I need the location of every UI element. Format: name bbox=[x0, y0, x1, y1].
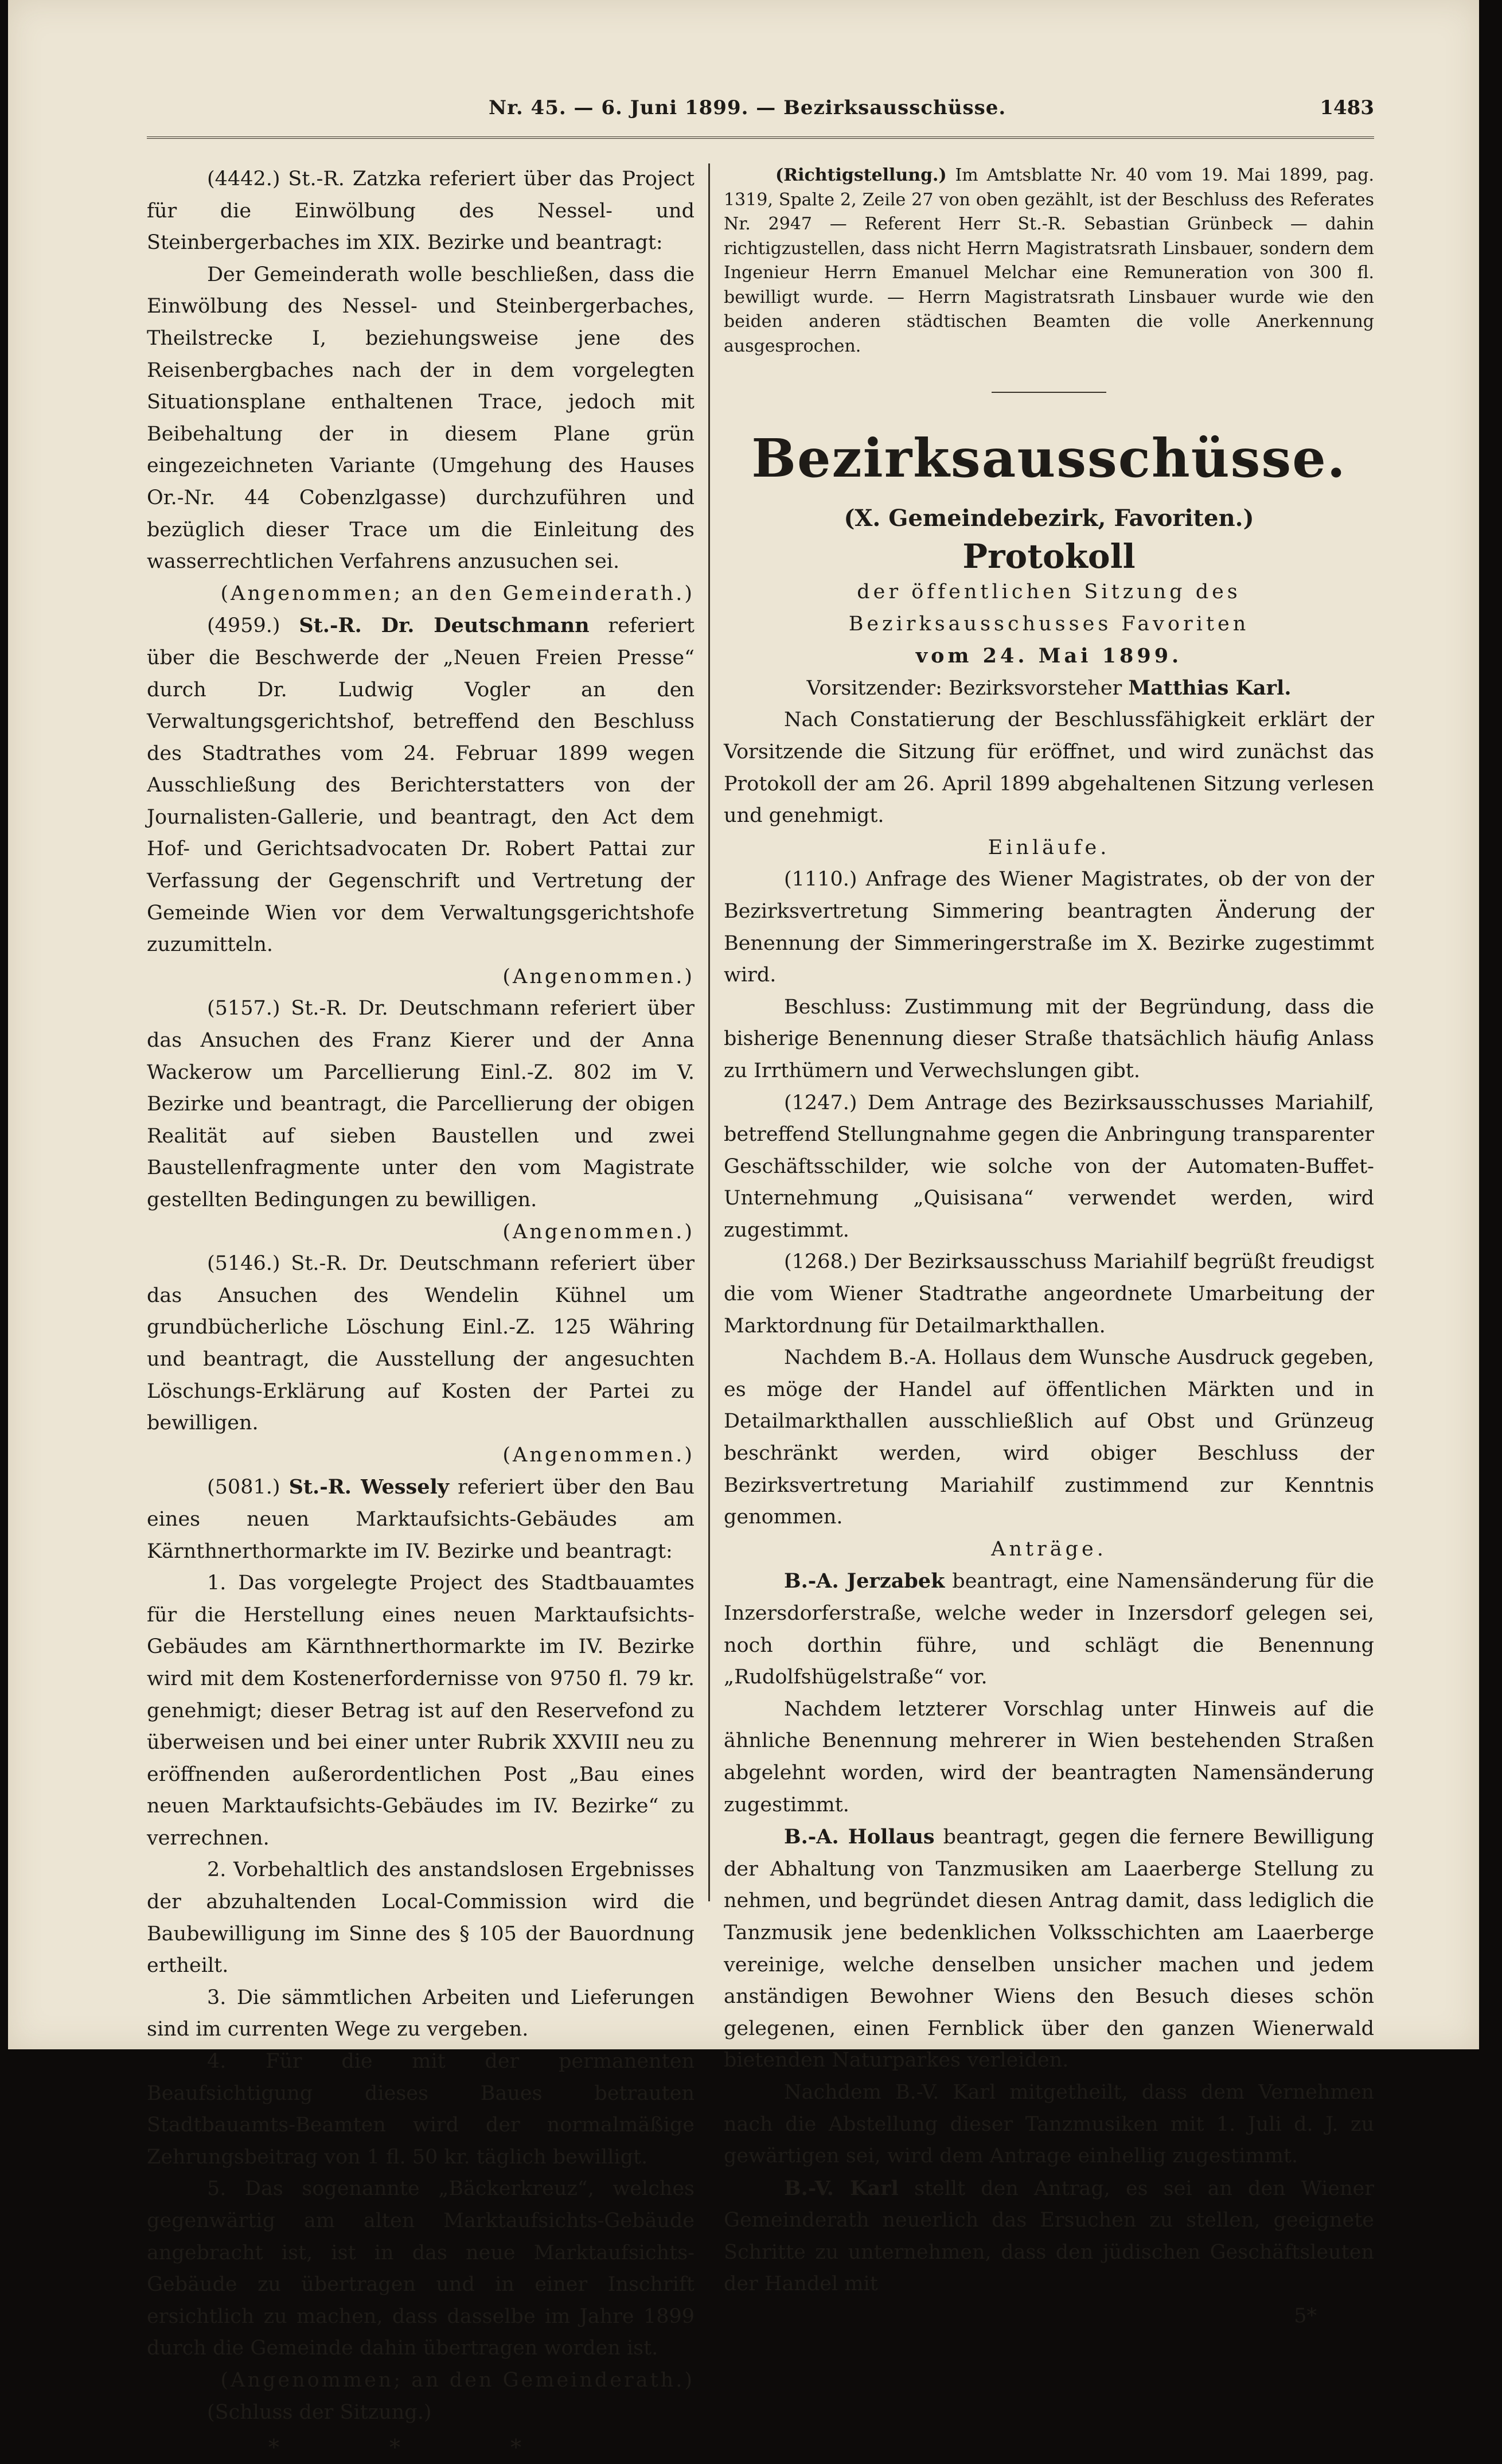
status-line: (Angenommen.) bbox=[502, 1220, 695, 1243]
motion-hollaus-result: Nachdem B.-V. Karl mitgetheilt, dass dem Vernehmen nach die Abstellung dieser Tanzmusiken mit 1. Juli d. J. zu gewärtigen sei, wird dem Antrage einhellig zugestimmt. bbox=[724, 2080, 1374, 2168]
correction-label: (Richtigstellung.) bbox=[775, 165, 947, 185]
resolution-1110: Beschluss: Zustimmung mit der Begründung, dass die bisherige Benennung dieser Straße thatsächlich häufig Anlass zu Irrthümern und Verwechslungen gibt. bbox=[724, 995, 1374, 1082]
chair-line bbox=[724, 672, 1374, 705]
section-title: Bezirksausschüsse. bbox=[751, 427, 1347, 489]
newspaper-page bbox=[8, 0, 1479, 2461]
header-rule bbox=[147, 137, 1374, 139]
article-text: referiert über den Bau eines neuen Marktaufsichts-Gebäudes am Kärnthnerthormarkte im IV. Bezirke und beantragt: bbox=[147, 1476, 695, 1563]
item-number: (5081.) bbox=[207, 1476, 280, 1499]
item-1268-followup: Nachdem B.-A. Hollaus dem Wunsche Ausdruck gegeben, es möge der Handel auf öffentlichen Märkten und in Detailmarkthallen ausschließlich auf Obst und Grünzeug beschränkt werden, wird obiger Beschluss der Bezirksvertretung Mariahilf zustimmend zur Kenntnis genommen. bbox=[724, 1346, 1374, 1529]
item-1247: (1247.) Dem Antrage des Bezirksausschusses Mariahilf, betreffend Stellungnahme gegen die Anbringung transparenter Geschäftsschilder, wie solche von der Automaten-Buffet-Unternehmung „Quisisana“ verwendet werden, wird zugestimmt. bbox=[724, 1091, 1374, 1242]
status-line: (Angenommen.) bbox=[502, 1443, 695, 1467]
motion-jerzabek bbox=[724, 1565, 1374, 1693]
motion-text: stellt den Antrag, es sei an den Wiener Gemeinderath neuerlich das Ersuchen zu stellen, geeignete Schritte zu unternehmen, dass den jüdischen Geschäftsleuten der Handel mit bbox=[724, 2177, 1374, 2296]
item-number: (4959.) bbox=[207, 614, 280, 638]
page-number: 1483 bbox=[1320, 96, 1374, 119]
motion-point-4: 4. Für die mit der permanenten Beaufsichtigung dieses Baues betrauten Stadtbauamts-Beamten wird der normalmäßige Zehrungsbeitrag von 1 fl. 50 kr. täglich bewilligt. bbox=[147, 2050, 695, 2169]
motion-text: Der Gemeinderath wolle beschließen, dass die Einwölbung des Nessel- und Steinbergerbaches, Theilstrecke I, beziehungsweise jene des Reisenbergbaches nach der in dem vorgelegten Situationsplane enthaltenen Trace, jedoch mit Beibehaltung der in diesem Plane grün eingezeichneten Variante (Umgehung des Hauses Or.-Nr. 44 Cobenzlgasse) durchzuführen und bezüglich dieser Trace um die Einleitung des wasserrechtlichen Verfahrens anzusuchen sei. bbox=[147, 263, 695, 574]
subheading-einlaeufe: Einläufe. bbox=[988, 836, 1110, 859]
item-number: (5146.) bbox=[207, 1252, 280, 1276]
status-line: (Angenommen; an den Gemeinderath.) bbox=[220, 582, 695, 605]
motion-text: beantragt, eine Namensänderung für die Inzersdorferstraße, welche weder in Inzersdorf gelegen sei, noch dorthin führe, und schlägt die Benennung „Rudolfshügelstraße“ vor. bbox=[724, 1570, 1374, 1689]
column-divider bbox=[708, 163, 710, 1901]
article-4959 bbox=[147, 610, 695, 961]
motion-point-2: 2. Vorbehaltlich des anstandslosen Ergebnisses der abzuhaltenden Local-Commission wird die Baubewilligung im Sinne des § 105 der Bauordnung ertheilt. bbox=[147, 1858, 695, 1978]
subheading-antraege: Anträge. bbox=[991, 1537, 1107, 1561]
protocol-subtitle: der öffentlichen Sitzung des Bezirksausschusses Favoriten bbox=[848, 580, 1250, 636]
speaker-name: B.-V. Karl bbox=[784, 2176, 899, 2200]
status-line: (Angenommen.) bbox=[502, 965, 695, 988]
motion-point-3: 3. Die sämmtlichen Arbeiten und Lieferungen sind im currenten Wege zu vergeben. bbox=[147, 1986, 695, 2041]
chair-name: Matthias Karl. bbox=[1128, 676, 1292, 700]
speaker-name: B.-A. Hollaus bbox=[784, 1825, 935, 1849]
motion-point-5: 5. Das sogenannte „Bäckerkreuz“, welches gegenwärtig am alten Marktaufsichts-Gebäude angebracht ist, ist in das neue Marktaufsichts-Gebäude zu übertragen und in einer Inschrift ersichtlich zu machen, dass dasselbe im Jahre 1899 durch die Gemeinde dahin übertragen worden ist. bbox=[147, 2177, 695, 2360]
article-5157 bbox=[147, 993, 695, 1216]
article-text: St.-R. Dr. Deutschmann referiert über das Ansuchen des Wendelin Kühnel um grundbücherliche Löschung Einl.-Z. 125 Währing und beantragt, die Ausstellung der angesuchten Löschungs-Erklärung auf Kosten der Partei zu bewilligen. bbox=[147, 1252, 695, 1435]
section-divider bbox=[992, 392, 1106, 393]
article-5146 bbox=[147, 1248, 695, 1440]
right-column bbox=[724, 163, 1374, 2333]
page-header bbox=[147, 96, 1374, 131]
session-closing: (Schluss der Sitzung.) bbox=[207, 2400, 432, 2424]
article-text: referiert über die Beschwerde der „Neuen Freien Presse“ durch Dr. Ludwig Vogler an den Verwaltungsgerichtshof, betreffend den Beschluss des Stadtrathes vom 24. Februar 1899 wegen Ausschließung des Berichterstatters von der Journalisten-Gallerie, und beantragt, den Act dem Hof- und Gerichtsadvocaten Dr. Robert Pattai zur Verfassung der Gegenschrift und Vertretung der Gemeinde Wien vor dem Verwaltungsgerichtshofe zuzumitteln. bbox=[147, 614, 695, 957]
article-text: St.-R. Zatzka referiert über das Project für die Einwölbung des Nessel- und Steinbergerbaches im XIX. Bezirke und beantragt: bbox=[147, 167, 695, 255]
speaker-name: St.-R. Wessely bbox=[288, 1475, 450, 1499]
article-5081 bbox=[147, 1471, 695, 1568]
protocol-date: vom 24. Mai 1899. bbox=[915, 644, 1183, 668]
motion-point-1: 1. Das vorgelegte Project des Stadtbauamtes für die Herstellung eines neuen Marktaufsichts-Gebäudes am Kärnthnerthormarkte im IV. Bezirke wird mit dem Kostenerfordernisse von 9750 fl. 79 kr. genehmigt; dieser Betrag ist auf den Reservefond zu überweisen und bei einer unter Rubrik XXVIII neu zu eröffnenden außerordentlichen Post „Bau eines neuen Marktaufsichts-Gebäudes im IV. Bezirke“ zu verrechnen. bbox=[147, 1572, 695, 1850]
speaker-name: St.-R. Dr. Deutschmann bbox=[299, 614, 590, 638]
protocol-heading: Protokoll bbox=[962, 537, 1136, 576]
signature-mark: 5* bbox=[1294, 2305, 1317, 2328]
left-column bbox=[147, 163, 695, 2464]
item-1110: (1110.) Anfrage des Wiener Magistrates, ob der von der Bezirksvertretung Simmering beantragten Änderung der Benennung der Simmeringerstraße im X. Bezirke zugestimmt wird. bbox=[724, 868, 1374, 987]
correction-notice bbox=[724, 163, 1374, 358]
motion-hollaus bbox=[724, 1821, 1374, 2077]
motion-text: beantragt, gegen die fernere Bewilligung der Abhaltung von Tanzmusiken am Laaerberge Stellung zu nehmen, und begründet diesen Antrag damit, dass lediglich die Tanzmusik jene bedenklichen Volksschichten am Laaerberge vereinige, welche denselben unsicher machen und jedem anständigen Bewohner Wiens den Besuch dieses schön gelegenen, einen Fernblick über den ganzen Wienerwald bietenden Naturparkes verleiden. bbox=[724, 1826, 1375, 2072]
chair-label: Vorsitzender: Bezirksvorsteher bbox=[806, 676, 1129, 700]
speaker-name: B.-A. Jerzabek bbox=[784, 1569, 945, 1593]
asterism: * * * bbox=[268, 2435, 574, 2461]
district-heading: (X. Gemeindebezirk, Favoriten.) bbox=[844, 505, 1254, 532]
opening-paragraph: Nach Constatierung der Beschlussfähigkeit erklärt der Vorsitzende die Sitzung für eröffnet, und wird zunächst das Protokoll der am 26. April 1899 abgehaltenen Sitzung verlesen und genehmigt. bbox=[724, 708, 1374, 828]
article-4442 bbox=[147, 163, 695, 259]
article-text: St.-R. Dr. Deutschmann referiert über das Ansuchen des Franz Kierer und der Anna Wackerow um Parcellierung Einl.-Z. 802 im V. Bezirke und beantragt, die Parcellierung der obigen Realität auf sieben Baustellen und zwei Baustellenfragmente unter den vom Magistrate gestellten Bedingungen zu bewilligen. bbox=[147, 997, 695, 1211]
item-number: (4442.) bbox=[207, 167, 280, 190]
motion-karl bbox=[724, 2173, 1374, 2301]
correction-text: Im Amtsblatte Nr. 40 vom 19. Mai 1899, pag. 1319, Spalte 2, Zeile 27 von oben gezählt, ist der Beschluss des Referates Nr. 2947 — Referent Herr St.-R. Sebastian Grünbeck — dahin richtigzustellen, dass nicht Herrn Magistratsrath Linsbauer, sondern dem Ingenieur Herrn Emanuel Melchar eine Remuneration von 300 fl. bewilligt wurde. — Herrn Magistratsrath Linsbauer wurde wie den beiden anderen städtischen Beamten die volle Anerkennung ausgesprochen. bbox=[724, 165, 1374, 356]
issue-line: Nr. 45. — 6. Juni 1899. — Bezirksausschüsse. bbox=[489, 96, 1006, 119]
item-number: (5157.) bbox=[207, 997, 280, 1020]
correction-paragraph bbox=[724, 163, 1374, 358]
motion-jerzabek-result: Nachdem letzterer Vorschlag unter Hinweis auf die ähnliche Benennung mehrerer in Wien bestehenden Straßen abgelehnt worden, wird der beantragten Namensänderung zugestimmt. bbox=[724, 1697, 1374, 1816]
status-line: (Angenommen; an den Gemeinderath.) bbox=[220, 2368, 695, 2392]
item-1268: (1268.) Der Bezirksausschuss Mariahilf begrüßt freudigst die vom Wiener Stadtrathe angeordnete Umarbeitung der Marktordnung für Detailmarkthallen. bbox=[724, 1250, 1374, 1338]
